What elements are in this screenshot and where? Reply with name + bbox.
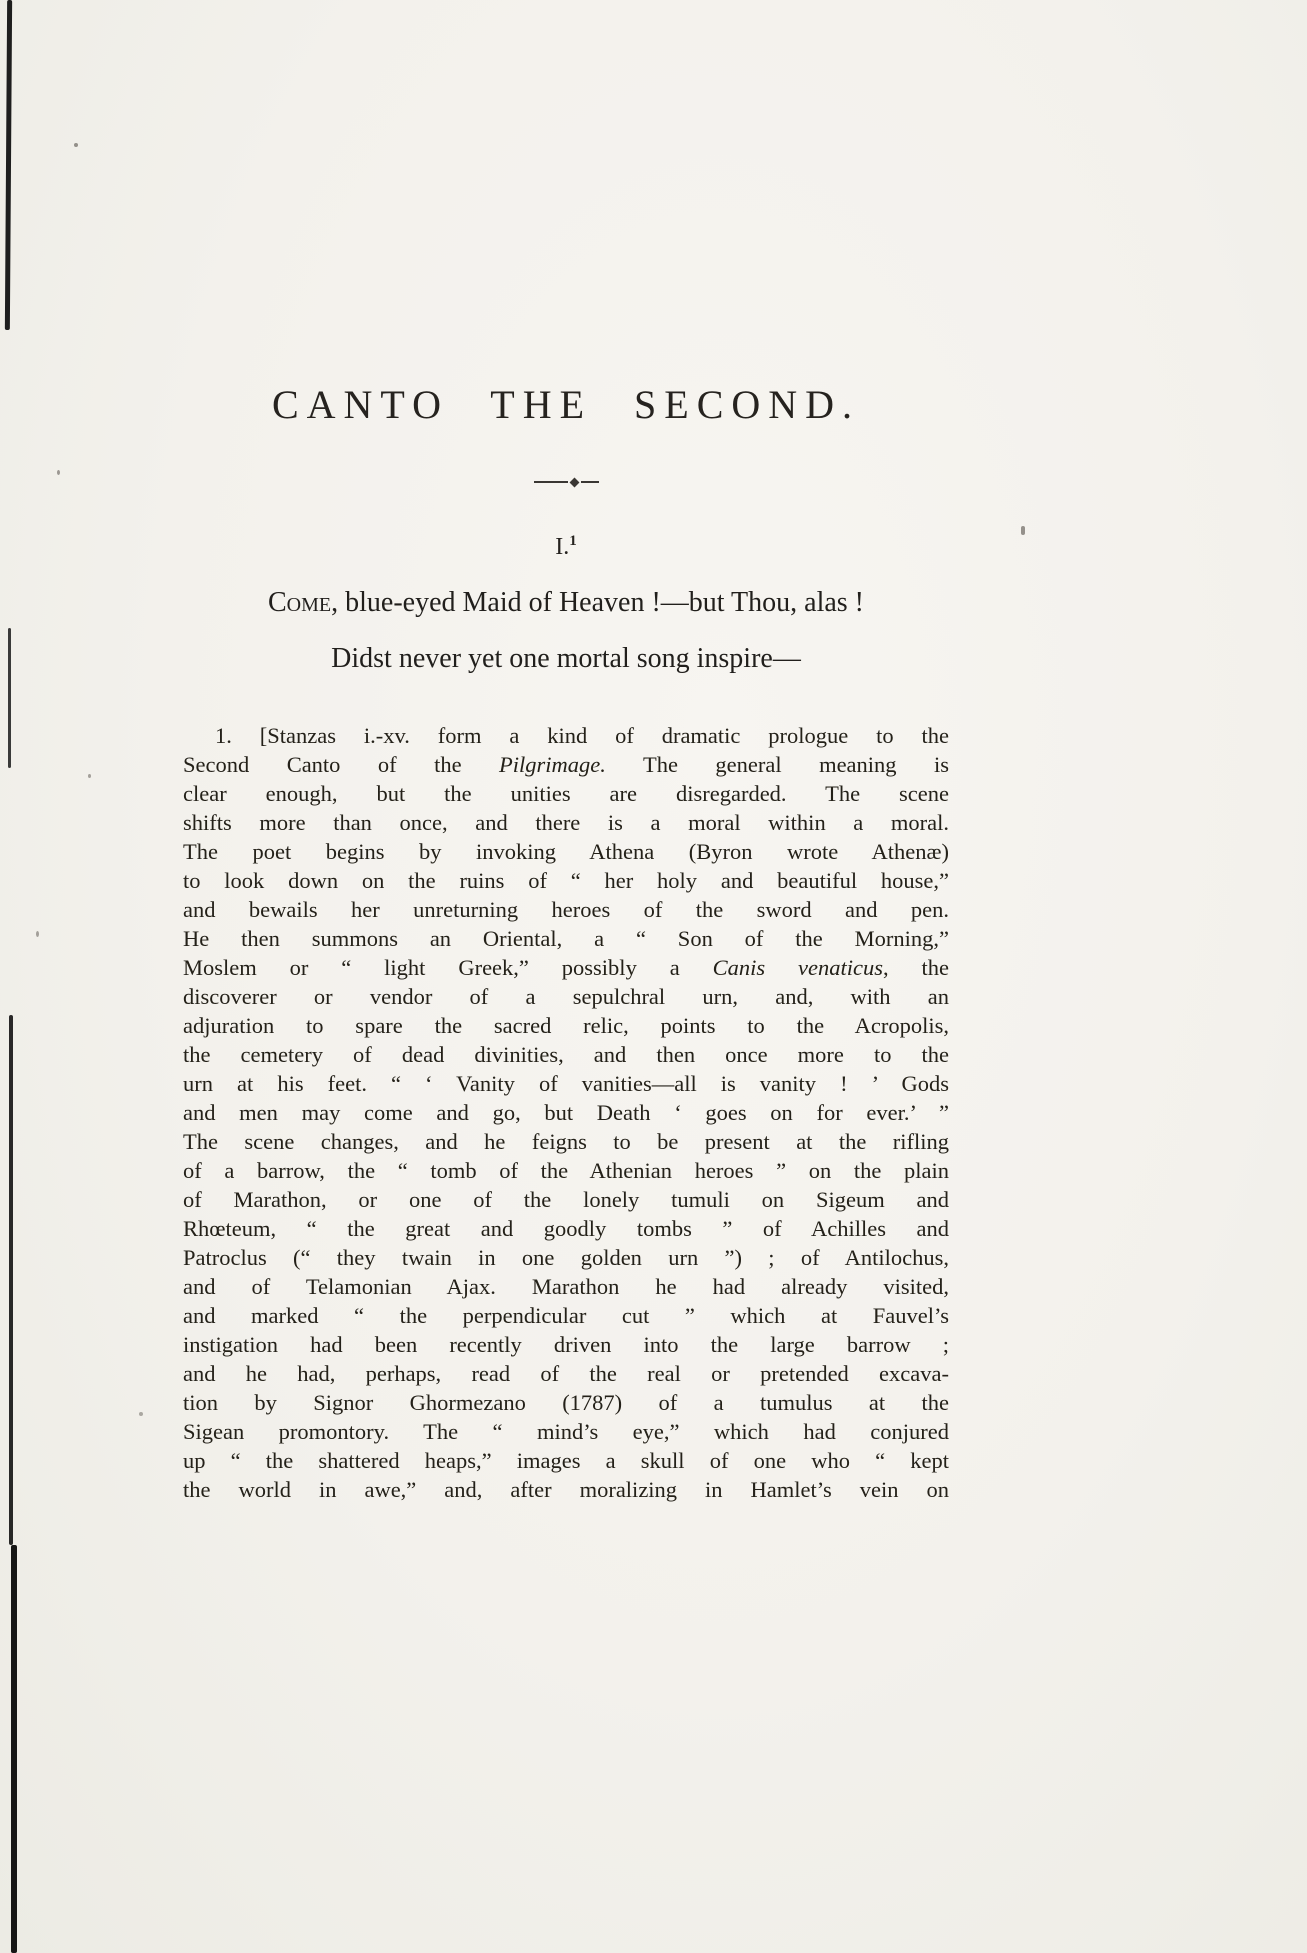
scan-speck (36, 931, 39, 937)
footnote-line: up “ the shattered heaps,” images a skull of one who “ kept (183, 1448, 949, 1473)
footnote-line: The poet begins by invoking Athena (Byron wrote Athenæ) (183, 839, 949, 864)
scan-speck (57, 470, 60, 475)
scan-gutter-shadow (11, 1545, 17, 1953)
scan-speck (74, 143, 78, 147)
footnote-line: and marked “ the perpendicular cut ” which at Fauvel’s (183, 1303, 949, 1328)
footnote-line: Sigean promontory. The “ mind’s eye,” which had conjured (183, 1419, 949, 1444)
footnote-line: shifts more than once, and there is a moral within a moral. (183, 810, 949, 835)
footnote-line: of Marathon, or one of the lonely tumuli on Sigeum and (183, 1187, 949, 1212)
footnote-line: urn at his feet. “ ‘ Vanity of vanities—all is vanity ! ’ Gods (183, 1071, 949, 1096)
footnote-line: clear enough, but the unities are disregarded. The scene (183, 781, 949, 806)
verse-line-1-smallcaps: Come (268, 587, 332, 618)
scan-gutter-shadow (8, 628, 11, 768)
footnote-line: and men may come and go, but Death ‘ goes on for ever.’ ” (183, 1100, 949, 1125)
footnote-line: to look down on the ruins of “ her holy and beautiful house,” (183, 868, 949, 893)
verse-line-2-text: Didst never yet one mortal song inspire— (331, 643, 801, 674)
footnote-line: Patroclus (“ they twain in one golden urn ”) ; of Antilochus, (183, 1245, 949, 1270)
footnote-line: tion by Signor Ghormezano (1787) of a tumulus at the (183, 1390, 949, 1415)
divider-rule-right (581, 481, 599, 483)
footnote-lines (183, 721, 949, 1504)
footnote-line: Second Canto of the Pilgrimage. The general meaning is (183, 752, 950, 777)
footnote-line: adjuration to spare the sacred relic, points to the Acropolis, (183, 1013, 949, 1038)
footnote-line: the world in awe,” and, after moralizing in Hamlet’s vein on (183, 1477, 949, 1502)
footnote-line: the cemetery of dead divinities, and then once more to the (183, 1042, 949, 1067)
footnote-line: of a barrow, the “ tomb of the Athenian heroes ” on the plain (183, 1158, 949, 1183)
footnote-reference-marker: 1 (569, 533, 577, 549)
footnote-line: and of Telamonian Ajax. Marathon he had already visited, (183, 1274, 949, 1299)
divider-diamond-icon (569, 477, 579, 487)
verse-line-1 (183, 589, 949, 617)
footnote-line: and he had, perhaps, read of the real or pretended excava- (183, 1361, 949, 1386)
stanza-numeral: I. (555, 534, 570, 560)
divider-rule-left (534, 481, 568, 483)
footnote-line: Moslem or “ light Greek,” possibly a Canis venaticus, the (183, 955, 950, 980)
scan-speck (1021, 526, 1025, 535)
footnote-line: 1. [Stanzas i.-xv. form a kind of dramatic prologue to the (215, 723, 949, 748)
footnote-line: Rhœteum, “ the great and goodly tombs ” of Achilles and (183, 1216, 949, 1241)
footnote-line: instigation had been recently driven into the large barrow ; (183, 1332, 949, 1357)
footnote-line: discoverer or vendor of a sepulchral urn, and, with an (183, 984, 949, 1009)
footnote-line: The scene changes, and he feigns to be present at the rifling (183, 1129, 949, 1154)
section-divider (183, 477, 949, 487)
footnote-line: He then summons an Oriental, a “ Son of the Morning,” (183, 926, 949, 951)
page-content (183, 0, 949, 1504)
stanza-number (183, 535, 949, 559)
scan-speck (88, 774, 91, 778)
canto-title: CANTO THE SECOND. (271, 382, 861, 427)
scan-gutter-shadow (9, 1015, 13, 1545)
verse-line-1-text: , blue-eyed Maid of Heaven !—but Thou, alas ! (331, 587, 864, 618)
footnote-line: and bewails her unreturning heroes of the sword and pen. (183, 897, 949, 922)
verse-line-2 (183, 645, 949, 673)
verse-block (183, 589, 949, 673)
scan-gutter-shadow (5, 0, 12, 330)
scan-speck (139, 1412, 143, 1416)
